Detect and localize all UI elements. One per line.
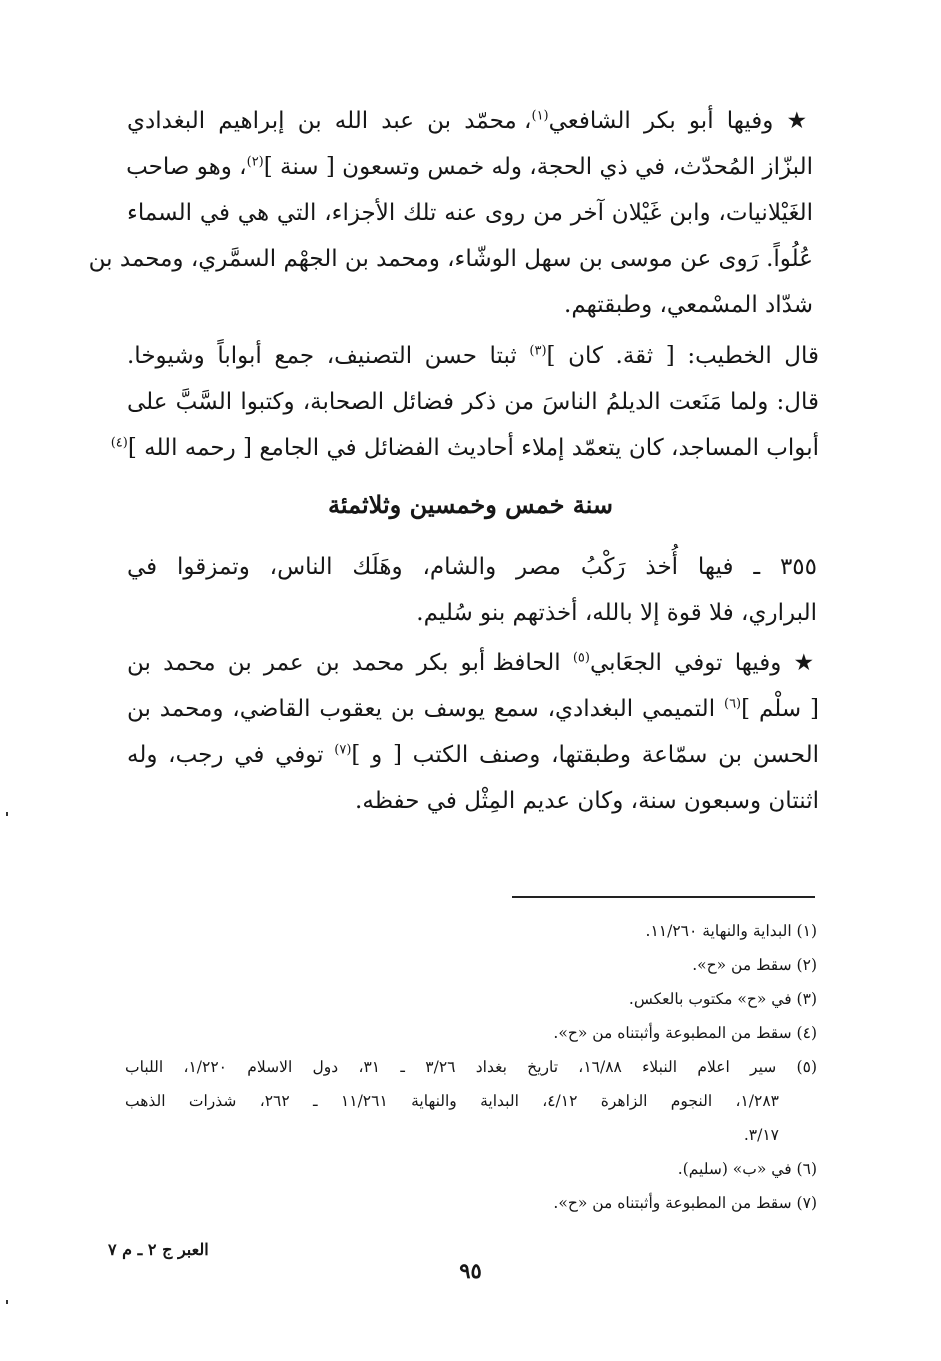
footnote-ref-2[interactable]: (٢) <box>246 154 264 170</box>
year-355-entry <box>127 544 817 636</box>
text-run: قال الخطيب: [ ثقة. كان ] <box>546 343 820 369</box>
text-line: عُلُواً. رَوى عن موسى بن سهل الوشّاء، ومحمد بن الجهْم السمَّري، ومحمد بن <box>88 246 813 272</box>
text-run: ثبتا حسن التصنيف، جمع أبواباً وشيوخا. <box>127 343 517 369</box>
entry-abu-bakr-al-shafii <box>88 98 813 328</box>
footnote-2: (٢) سقط من «ح». <box>692 956 817 974</box>
footnote-ref-5[interactable]: (٥) <box>572 650 590 666</box>
text-line: قال: ولما مَنَعت الديلمُ الناسَ من ذكر فضائل الصحابة، وكتبوا السَّبَّ على <box>127 389 819 415</box>
footnote-1: (١) البداية والنهاية ١١/٢٦٠. <box>645 922 817 940</box>
text-line <box>127 144 813 190</box>
footnote-4: (٤) سقط من المطبوعة وأثبتناه من «ح». <box>553 1024 817 1042</box>
text-run: ، محمّد بن عبد الله بن إبراهيم البغدادي <box>127 108 532 134</box>
text-line: ٣٥٥ ـ فيها أُخذ رَكْبُ مصر والشام، وهَلَك الناس، وتمزقوا في <box>127 554 817 580</box>
text-run: الحسن بن سمّاعة وطبقتها، وصنف الكتب [ و ] <box>351 742 820 768</box>
footnote-ref-1[interactable]: (١) <box>531 108 549 124</box>
al-khatib-quote <box>110 333 820 471</box>
text-line: البراري، فلا قوة إلا بالله، أخذتهم بنو سُليم. <box>416 600 817 626</box>
footnote-ref-6[interactable]: (٦) <box>723 696 742 712</box>
text-run: [ سلْم ] <box>741 696 820 722</box>
footnote-ref-3[interactable]: (٣) <box>529 343 547 359</box>
footnote-ref-7[interactable]: (٧) <box>334 742 352 758</box>
text-run: ★ وفيها أبو بكر الشافعي <box>548 108 813 134</box>
text-line <box>127 732 819 778</box>
section-heading: سنة خمس وخمسين وثلاثمئة <box>327 490 614 519</box>
footnote-ref-4[interactable]: (٤) <box>110 435 128 451</box>
footnotes <box>125 914 817 1220</box>
text-run: توفي في رجب، وله <box>127 742 324 768</box>
signature-mark: العبر ج ٢ ـ م ٧ <box>108 1240 209 1259</box>
text-run: البزّاز المُحدّث، في ذي الحجة، وله خمس وتسعون [ سنة ] <box>263 154 813 180</box>
text-run: أبواب المساجد، كان يتعمّد إملاء أحاديث الفضائل في الجامع [ رحمه الله ] <box>127 435 819 461</box>
text-line <box>110 425 819 471</box>
footnote-divider <box>512 896 815 898</box>
footnote-5: (٥) سير اعلام النبلاء ١٦/٨٨، تاريخ بغداد ٣/٢٦ ـ ٣١، دول الاسلام ١/٢٢٠، اللباب <box>125 1058 817 1076</box>
text-line: الغَيْلانيات، وابن غَيْلان آخر من روى عنه تلك الأجزاء، التي هي في السماء <box>127 200 813 226</box>
entry-al-jiabi <box>127 640 819 824</box>
scan-speck <box>6 1300 8 1304</box>
text-line: اثنتان وسبعون سنة، وكان عديم المِثْل في حفظه. <box>355 788 819 814</box>
footnote-5-continued: ١/٢٨٣، النجوم الزاهرة ٤/١٢، البداية والنهاية ١١/٢٦١ ـ ٢٦٢، شذرات الذهب <box>125 1092 779 1110</box>
page-number: ٩٥ <box>459 1258 482 1283</box>
footnote-6: (٦) في «ب» (سليم). <box>677 1160 817 1178</box>
text-run: ★ وفيها توفي الجعَابي <box>589 650 820 676</box>
text-run: التميمي البغدادي، سمع يوسف بن يعقوب القاضي، ومحمد بن <box>127 696 716 722</box>
text-run: الحافظ أبو بكر محمد بن عمر بن محمد بن <box>127 650 561 676</box>
text-run: ، وهو صاحب <box>126 154 247 180</box>
text-line <box>127 98 813 144</box>
footnote-3: (٣) في «ح» مكتوب بالعكس. <box>628 990 817 1008</box>
text-line: شدّاد المسْمعي، وطبقتهم. <box>564 292 813 318</box>
text-line <box>127 333 819 379</box>
footnote-5-continued: ٣/١٧. <box>743 1126 779 1144</box>
text-line <box>127 686 819 732</box>
footnote-7: (٧) سقط من المطبوعة وأثبتناه من «ح». <box>553 1194 817 1212</box>
scan-speck <box>6 812 8 816</box>
text-line <box>127 640 819 686</box>
